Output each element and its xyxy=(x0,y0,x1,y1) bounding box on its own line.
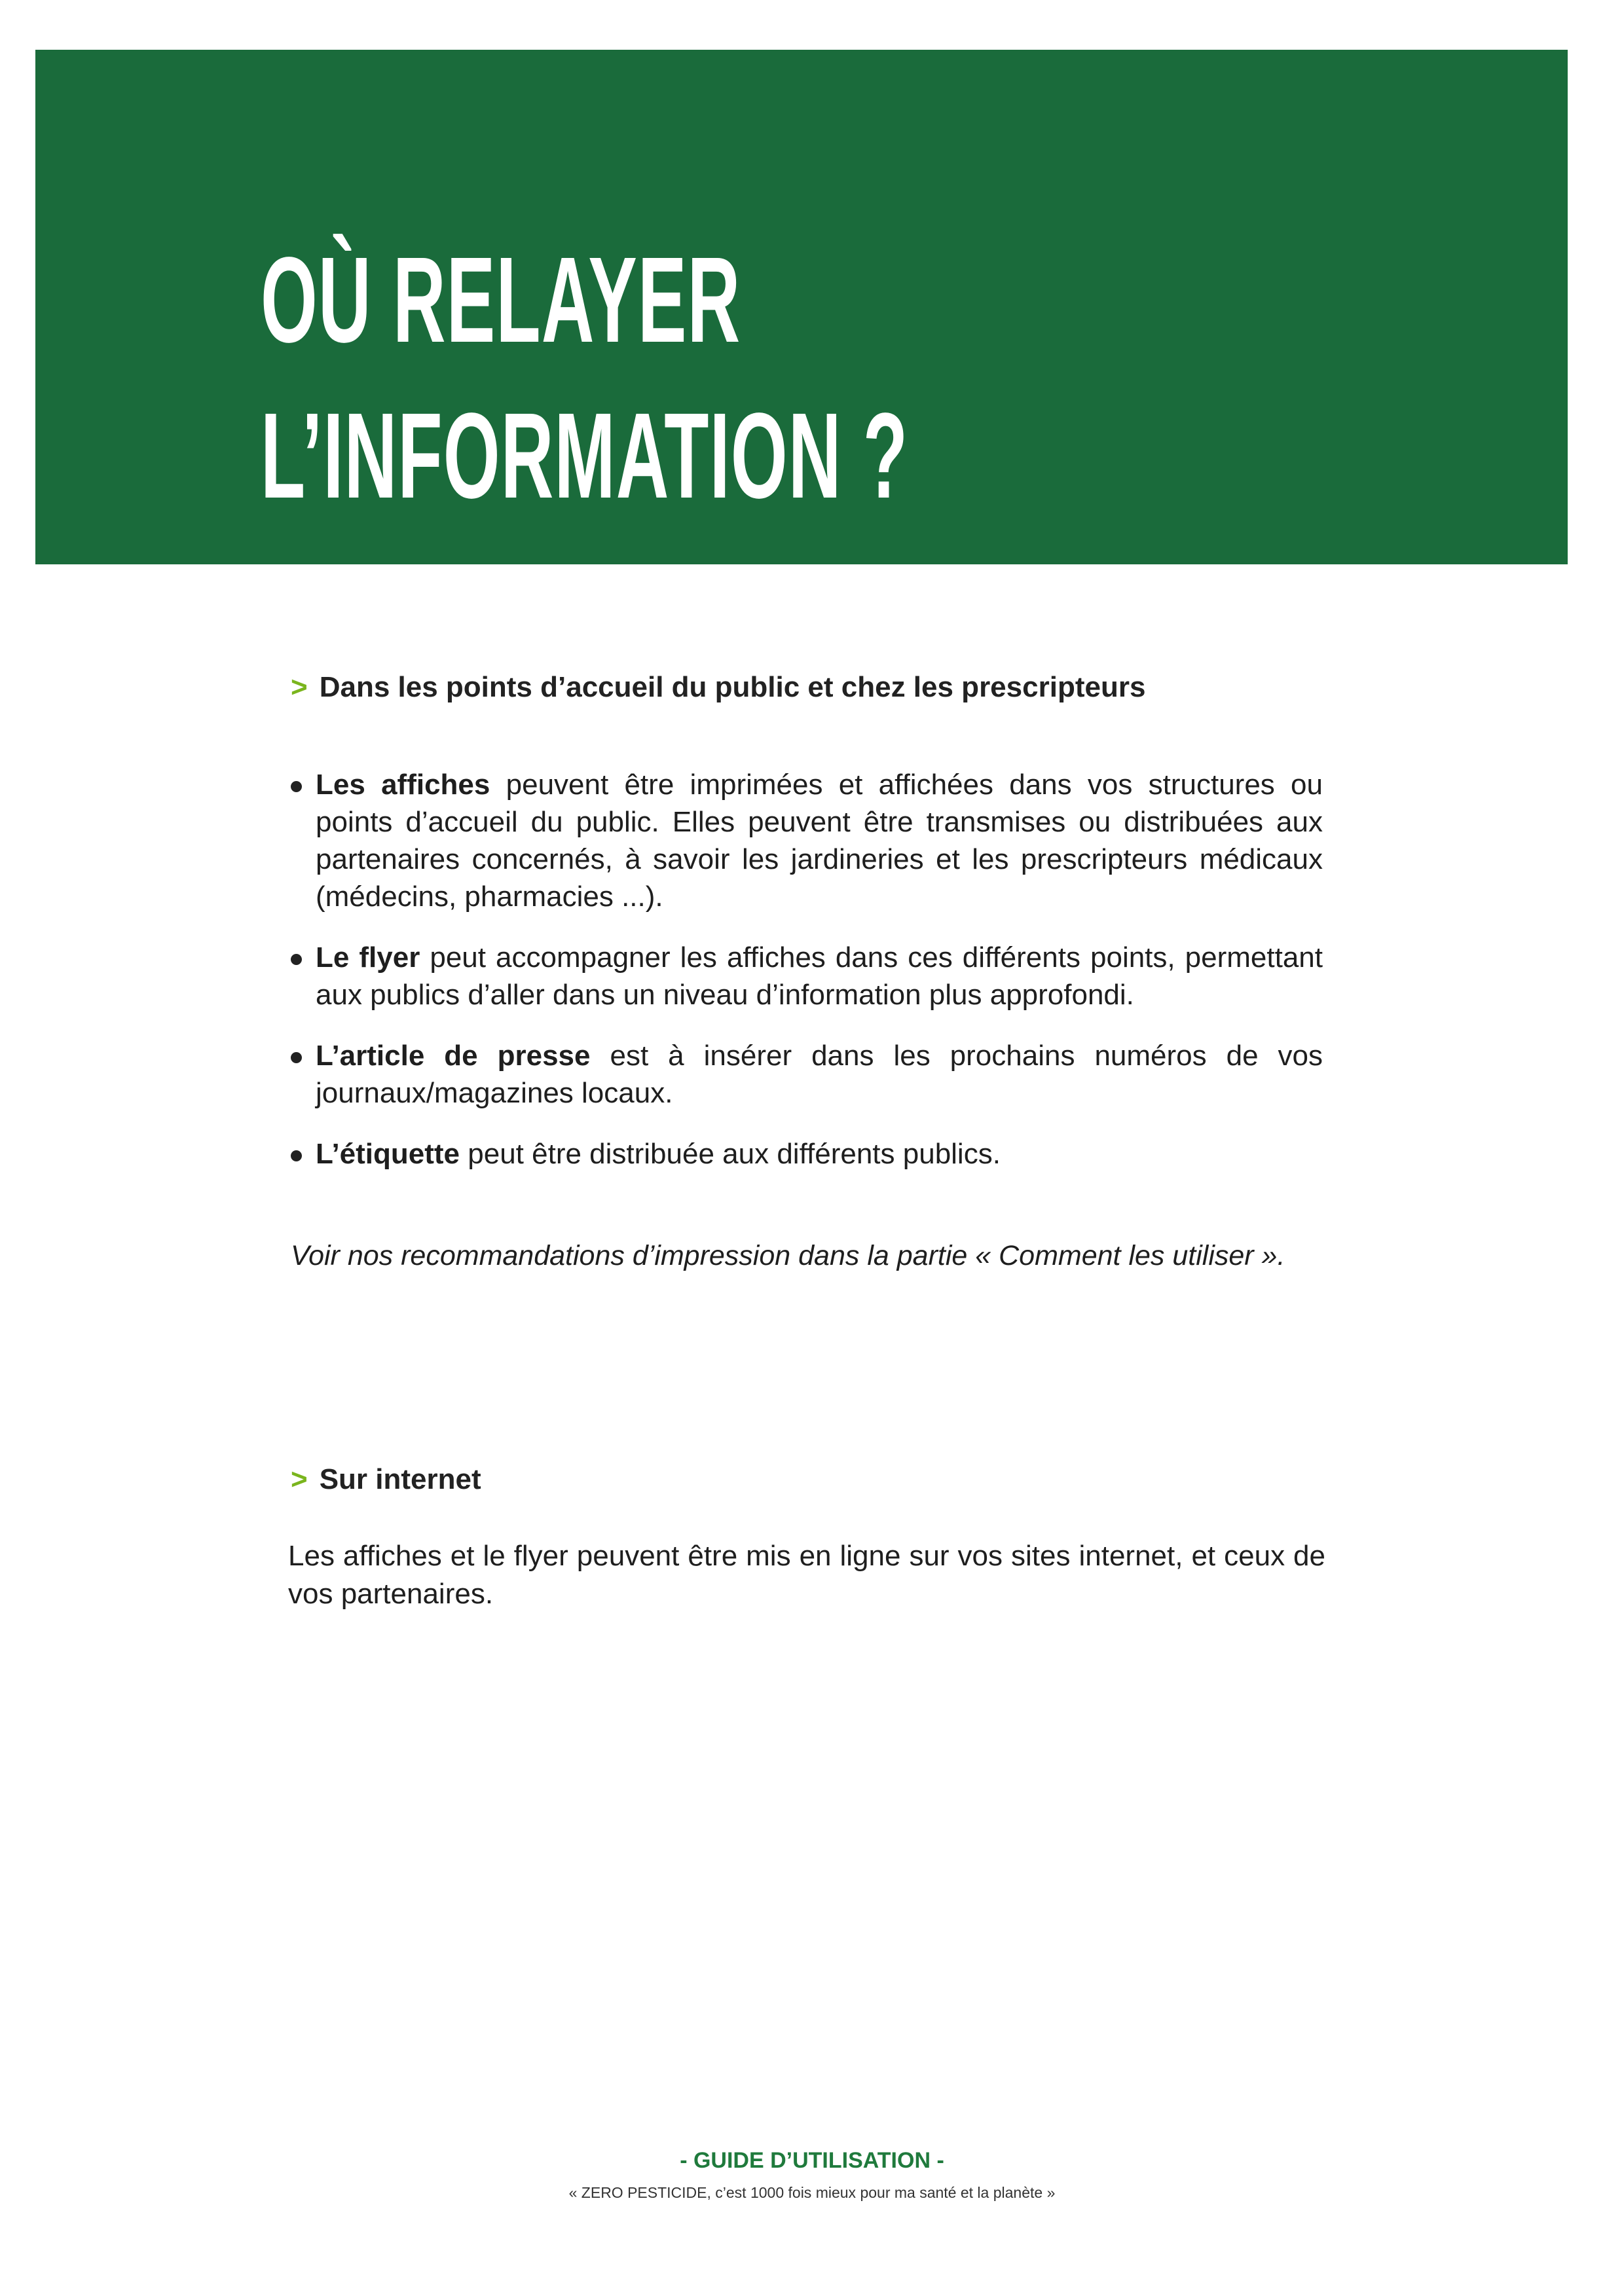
list-item xyxy=(288,1135,1323,1173)
page-title-line-1: OÙ RELAYER xyxy=(261,232,741,368)
list-item xyxy=(288,1037,1323,1112)
footer-slogan: « ZERO PESTICIDE, c’est 1000 fois mieux pour ma santé et la planète » xyxy=(568,2184,1056,2201)
section-heading-text: Sur internet xyxy=(319,1463,481,1495)
section-heading-public-points xyxy=(291,669,1145,706)
item-term: Les affiches xyxy=(316,769,490,801)
print-recommendation-note: Voir nos recommandations d’impression dans la partie « Comment les utiliser ». xyxy=(291,1240,1285,1271)
item-text: peut être distribuée aux différents publics. xyxy=(460,1138,1001,1170)
section-heading-text: Dans les points d’accueil du public et chez les prescripteurs xyxy=(319,671,1146,703)
item-term: L’étiquette xyxy=(316,1138,460,1170)
footer-title: - GUIDE D’UTILISATION - xyxy=(680,2148,944,2173)
item-term: L’article de presse xyxy=(316,1040,591,1072)
item-text: peut accompagner les affiches dans ces différents points, permettant aux publics d’aller dans un niveau d’information plus approfondi. xyxy=(316,941,1323,1011)
list-item xyxy=(288,939,1323,1013)
bullet-icon xyxy=(291,1052,302,1063)
bullet-icon xyxy=(291,781,302,792)
list-item xyxy=(288,766,1323,915)
bullet-icon xyxy=(291,954,302,965)
item-term: Le flyer xyxy=(316,941,420,974)
item-text: peuvent être imprimées et affichées dans vos structures ou points d’accueil du public. Elles peuvent être transmises ou distribuées aux partenaires concernés, à savoir les jardineries et les prescripteurs médicaux (médecins, pharmacies ...). xyxy=(316,769,1323,913)
section-heading-internet xyxy=(291,1461,481,1498)
bullet-icon xyxy=(291,1150,302,1161)
page-title xyxy=(261,223,908,534)
page-title-line-2: L’INFORMATION ? xyxy=(261,388,909,524)
internet-paragraph: Les affiches et le flyer peuvent être mis en ligne sur vos sites internet, et ceux de vos partenaires. xyxy=(288,1540,1325,1610)
item-text: est à insérer dans les prochains numéros de vos journaux/magazines locaux. xyxy=(316,1040,1323,1109)
chevron-right-icon: > xyxy=(291,671,308,703)
distribution-list xyxy=(288,766,1323,1196)
chevron-right-icon: > xyxy=(291,1463,308,1495)
